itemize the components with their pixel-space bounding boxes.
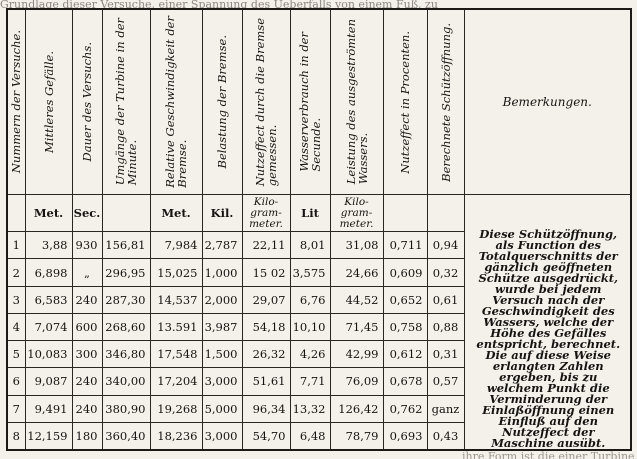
cell-gefaelle: 9,087 bbox=[25, 368, 72, 395]
cell-n: 8 bbox=[7, 422, 25, 450]
page-bleed-bottom: ihre Form ist die einer Turbine bbox=[462, 450, 635, 459]
cell-umgaenge: 156,81 bbox=[102, 232, 150, 259]
cell-procent: 0,652 bbox=[383, 286, 427, 313]
unit-procent bbox=[383, 195, 427, 232]
cell-nutzeffect: 26,32 bbox=[242, 341, 290, 368]
cell-belastung: 5,000 bbox=[202, 395, 242, 422]
cell-belastung: 2,000 bbox=[202, 286, 242, 313]
cell-dauer: 930 bbox=[72, 232, 102, 259]
header-geschwindigkeit: Relative Geschwindigkeit der Bremse. bbox=[150, 9, 202, 195]
cell-umgaenge: 346,80 bbox=[102, 341, 150, 368]
cell-wasser: 8,01 bbox=[290, 232, 330, 259]
page-bleed-top: Grundlage dieser Versuche, einer Spannung des Ueberfalls von einem Fuß, zu bbox=[0, 0, 438, 10]
cell-belastung: 1,500 bbox=[202, 341, 242, 368]
cell-schuetz: 0,94 bbox=[427, 232, 464, 259]
cell-schuetz: 0,43 bbox=[427, 422, 464, 450]
header-bemerkungen: Bemerkungen. bbox=[464, 9, 631, 195]
cell-umgaenge: 287,30 bbox=[102, 286, 150, 313]
unit-gefaelle: Met. bbox=[25, 195, 72, 232]
header-schuetzoeffnung: Berechnete Schützöffnung. bbox=[427, 9, 464, 195]
cell-nutzeffect: 96,34 bbox=[242, 395, 290, 422]
cell-procent: 0,758 bbox=[383, 313, 427, 340]
cell-nutzeffect: 54,70 bbox=[242, 422, 290, 450]
header-procent: Nutzeffect in Procenten. bbox=[383, 9, 427, 195]
unit-wasser: Lit bbox=[290, 195, 330, 232]
remarks-text: Diese Schützöffnung, als Function des Totalquerschnitts der gänzlich geöffneten Schütze ausgedrückt, wurde bei jedem Versuch nach der Geschwindigkeit des Wassers, welche der Höhe des Gefälles entspricht, berechnet. Die auf diese Weise erlangten Zahlen ergeben, bis zu welchem Punkt die Verminderung der Einlaßöffnung einen Einfluß auf den Nutzeffect der Maschine ausübt. bbox=[464, 195, 631, 451]
units-row bbox=[7, 195, 631, 232]
cell-wasser: 7,71 bbox=[290, 368, 330, 395]
cell-procent: 0,612 bbox=[383, 341, 427, 368]
cell-nutzeffect: 15 02 bbox=[242, 259, 290, 286]
cell-nutzeffect: 29,07 bbox=[242, 286, 290, 313]
cell-geschwindigkeit: 18,236 bbox=[150, 422, 202, 450]
cell-gefaelle: 10,083 bbox=[25, 341, 72, 368]
cell-wasser: 10,10 bbox=[290, 313, 330, 340]
cell-dauer: 600 bbox=[72, 313, 102, 340]
header-row bbox=[7, 9, 631, 195]
cell-dauer: 180 bbox=[72, 422, 102, 450]
turbine-experiment-table bbox=[6, 8, 632, 451]
cell-wasser: 13,32 bbox=[290, 395, 330, 422]
cell-gefaelle: 3,88 bbox=[25, 232, 72, 259]
cell-belastung: 3,000 bbox=[202, 368, 242, 395]
unit-dauer: Sec. bbox=[72, 195, 102, 232]
header-num: Nummern der Versuche. bbox=[7, 9, 25, 195]
cell-gefaelle: 6,583 bbox=[25, 286, 72, 313]
cell-leistung: 24,66 bbox=[330, 259, 383, 286]
cell-umgaenge: 380,90 bbox=[102, 395, 150, 422]
cell-schuetz: 0,31 bbox=[427, 341, 464, 368]
cell-wasser: 6,48 bbox=[290, 422, 330, 450]
cell-n: 3 bbox=[7, 286, 25, 313]
cell-geschwindigkeit: 13.591 bbox=[150, 313, 202, 340]
cell-gefaelle: 7,074 bbox=[25, 313, 72, 340]
cell-belastung: 3,987 bbox=[202, 313, 242, 340]
cell-n: 5 bbox=[7, 341, 25, 368]
cell-schuetz: ganz bbox=[427, 395, 464, 422]
cell-wasser: 3,575 bbox=[290, 259, 330, 286]
cell-umgaenge: 360,40 bbox=[102, 422, 150, 450]
header-umgaenge: Umgänge der Turbine in der Minute. bbox=[102, 9, 150, 195]
cell-dauer: „ bbox=[72, 259, 102, 286]
cell-procent: 0,711 bbox=[383, 232, 427, 259]
cell-geschwindigkeit: 17,204 bbox=[150, 368, 202, 395]
unit-num bbox=[7, 195, 25, 232]
header-leistung: Leistung des ausgeströmten Wassers. bbox=[330, 9, 383, 195]
cell-umgaenge: 340,00 bbox=[102, 368, 150, 395]
cell-dauer: 240 bbox=[72, 286, 102, 313]
cell-dauer: 240 bbox=[72, 395, 102, 422]
cell-leistung: 76,09 bbox=[330, 368, 383, 395]
header-gefaelle: Mittleres Gefälle. bbox=[25, 9, 72, 195]
cell-gefaelle: 12,159 bbox=[25, 422, 72, 450]
unit-geschwindigkeit: Met. bbox=[150, 195, 202, 232]
cell-n: 7 bbox=[7, 395, 25, 422]
cell-leistung: 42,99 bbox=[330, 341, 383, 368]
header-dauer: Dauer des Versuchs. bbox=[72, 9, 102, 195]
unit-umgaenge bbox=[102, 195, 150, 232]
cell-belastung: 3,000 bbox=[202, 422, 242, 450]
cell-geschwindigkeit: 17,548 bbox=[150, 341, 202, 368]
cell-n: 2 bbox=[7, 259, 25, 286]
cell-n: 4 bbox=[7, 313, 25, 340]
cell-belastung: 1,000 bbox=[202, 259, 242, 286]
cell-geschwindigkeit: 14,537 bbox=[150, 286, 202, 313]
cell-schuetz: 0,32 bbox=[427, 259, 464, 286]
unit-schuetz bbox=[427, 195, 464, 232]
cell-n: 1 bbox=[7, 232, 25, 259]
cell-schuetz: 0,57 bbox=[427, 368, 464, 395]
cell-procent: 0,609 bbox=[383, 259, 427, 286]
cell-geschwindigkeit: 19,268 bbox=[150, 395, 202, 422]
cell-procent: 0,693 bbox=[383, 422, 427, 450]
cell-leistung: 78,79 bbox=[330, 422, 383, 450]
cell-schuetz: 0,61 bbox=[427, 286, 464, 313]
cell-gefaelle: 9,491 bbox=[25, 395, 72, 422]
cell-umgaenge: 296,95 bbox=[102, 259, 150, 286]
cell-leistung: 126,42 bbox=[330, 395, 383, 422]
cell-leistung: 31,08 bbox=[330, 232, 383, 259]
cell-leistung: 71,45 bbox=[330, 313, 383, 340]
unit-belastung: Kil. bbox=[202, 195, 242, 232]
cell-nutzeffect: 54,18 bbox=[242, 313, 290, 340]
cell-schuetz: 0,88 bbox=[427, 313, 464, 340]
cell-gefaelle: 6,898 bbox=[25, 259, 72, 286]
cell-nutzeffect: 22,11 bbox=[242, 232, 290, 259]
unit-leistung: Kilo- gram- meter. bbox=[330, 195, 383, 232]
cell-geschwindigkeit: 7,984 bbox=[150, 232, 202, 259]
cell-dauer: 240 bbox=[72, 368, 102, 395]
cell-leistung: 44,52 bbox=[330, 286, 383, 313]
cell-umgaenge: 268,60 bbox=[102, 313, 150, 340]
cell-procent: 0,762 bbox=[383, 395, 427, 422]
cell-dauer: 300 bbox=[72, 341, 102, 368]
cell-wasser: 4,26 bbox=[290, 341, 330, 368]
cell-geschwindigkeit: 15,025 bbox=[150, 259, 202, 286]
cell-wasser: 6,76 bbox=[290, 286, 330, 313]
cell-procent: 0,678 bbox=[383, 368, 427, 395]
cell-belastung: 2,787 bbox=[202, 232, 242, 259]
header-nutzeffect: Nutzeffect durch die Bremse gemessen. bbox=[242, 9, 290, 195]
header-belastung: Belastung der Bremse. bbox=[202, 9, 242, 195]
header-wasserverbrauch: Wasserverbrauch in der Secunde. bbox=[290, 9, 330, 195]
cell-nutzeffect: 51,61 bbox=[242, 368, 290, 395]
cell-n: 6 bbox=[7, 368, 25, 395]
unit-nutzeffect: Kilo- gram- meter. bbox=[242, 195, 290, 232]
